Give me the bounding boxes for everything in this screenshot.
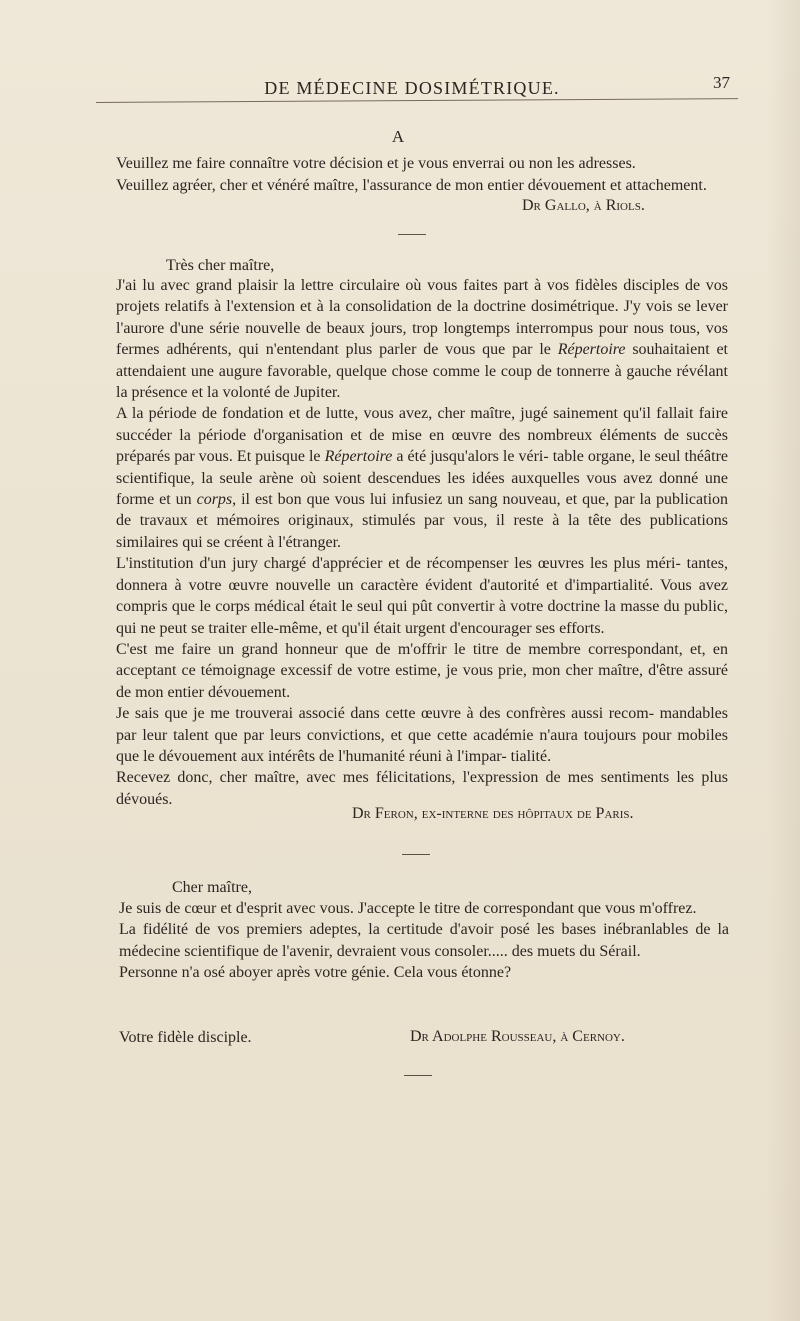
signature-gallo: Dr Gallo, à Riols. xyxy=(522,197,645,214)
salutation: Cher maître, xyxy=(172,879,252,896)
paragraph: J'ai lu avec grand plaisir la lettre circulaire où vous faites part à vos fidèles disciples de vos projets relatifs à l'extension et à la consolidation de la doctrine dosimétrique. J'y vois se lever l'aurore d'une série nouvelle de beaux jours, trop longtemps interrompus pour nous tous, vos fermes adhérents, qui n'entendant plus parler de vous que par le Répertoire souhaitaient et attendaient une augure favorable, quelque chose comme le coup de tonnerre à gauche révélant la présence et la volonté de Jupiter. xyxy=(116,277,728,402)
paragraph: A la période de fondation et de lutte, vous avez, cher maître, jugé sainement qu'il fallait faire succéder la période d'organisation et de mise en œuvre des nombreux éléments de succès préparés par vous. Et puisque le Répertoire a été jusqu'alors le véri- table organe, le seul théâtre scientifique, la seule arène où soient descendues les idées auxquelles vous avez donné une forme et un corps, il est bon que vous lui infusiez un sang nouveau, et que, par la publication de travaux et mémoires originaux, stimulés par vous, il reste à la tête des publications similaires qui se créent à l'étranger. xyxy=(116,405,729,551)
letter-body xyxy=(119,898,729,984)
closing-line: Votre fidèle disciple. xyxy=(119,1029,252,1046)
section-divider xyxy=(402,854,430,855)
paragraph: C'est me faire un grand honneur que de m'offrir le titre de membre correspondant, et, en acceptant ce témoignage excessif de votre estime, je vous prie, mon cher maître, d'être assuré de mon entier dévouement. xyxy=(116,640,728,701)
paragraph: Personne n'a osé aboyer après votre génie. Cela vous étonne? xyxy=(119,964,512,982)
section-divider xyxy=(398,234,426,235)
section-divider xyxy=(404,1075,432,1076)
salutation: Très cher maître, xyxy=(166,257,275,274)
paragraph: Je sais que je me trouverai associé dans cette œuvre à des confrères aussi recom- mandables par leur talent que par leurs convictions, et que cette académie n'aura toujours pour mobiles que le dévouement aux intérêts de l'humanité réuni à l'impar- tialité. xyxy=(116,705,728,765)
letter-body xyxy=(116,275,728,810)
running-header-title: DE MÉDECINE DOSIMÉTRIQUE. xyxy=(264,78,560,98)
paragraph: Recevez donc, cher maître, avec mes félicitations, l'expression de mes sentiments les plus dévoués. xyxy=(116,769,728,808)
signature-rousseau: Dr Adolphe Rousseau, à Cernoy. xyxy=(410,1028,625,1045)
page-number: 37 xyxy=(713,73,730,92)
paragraph: Je suis de cœur et d'esprit avec vous. J'accepte le titre de correspondant que vous m'offrez. xyxy=(119,900,697,917)
paragraph-line: Veuillez agréer, cher et vénéré maître, l'assurance de mon entier dévouement et attachement. xyxy=(116,177,707,194)
paragraph: L'institution d'un jury chargé d'apprécier et de récompenser les œuvres les plus méri- tantes, donnera à votre œuvre nouvelle un caractère évident d'autorité et d'impartialité. Vous avez compris que le corps médical était le seul qui pût convertir à votre doctrine la masse du public, qui ne peut se traiter elle-même, et qu'il était urgent d'encourager ses efforts. xyxy=(116,555,728,637)
paragraph-line: Veuillez me faire connaître votre décision et je vous enverrai ou non les adresses. xyxy=(116,155,636,172)
paragraph: La fidélité de vos premiers adeptes, la certitude d'avoir posé les bases inébranlables de la médecine scientifique de l'avenir, devraient vous consoler..... des muets du Sérail. xyxy=(119,921,729,960)
section-letter: A xyxy=(391,127,405,146)
signature-feron: Dr Feron, ex-interne des hôpitaux de Paris. xyxy=(352,805,634,822)
